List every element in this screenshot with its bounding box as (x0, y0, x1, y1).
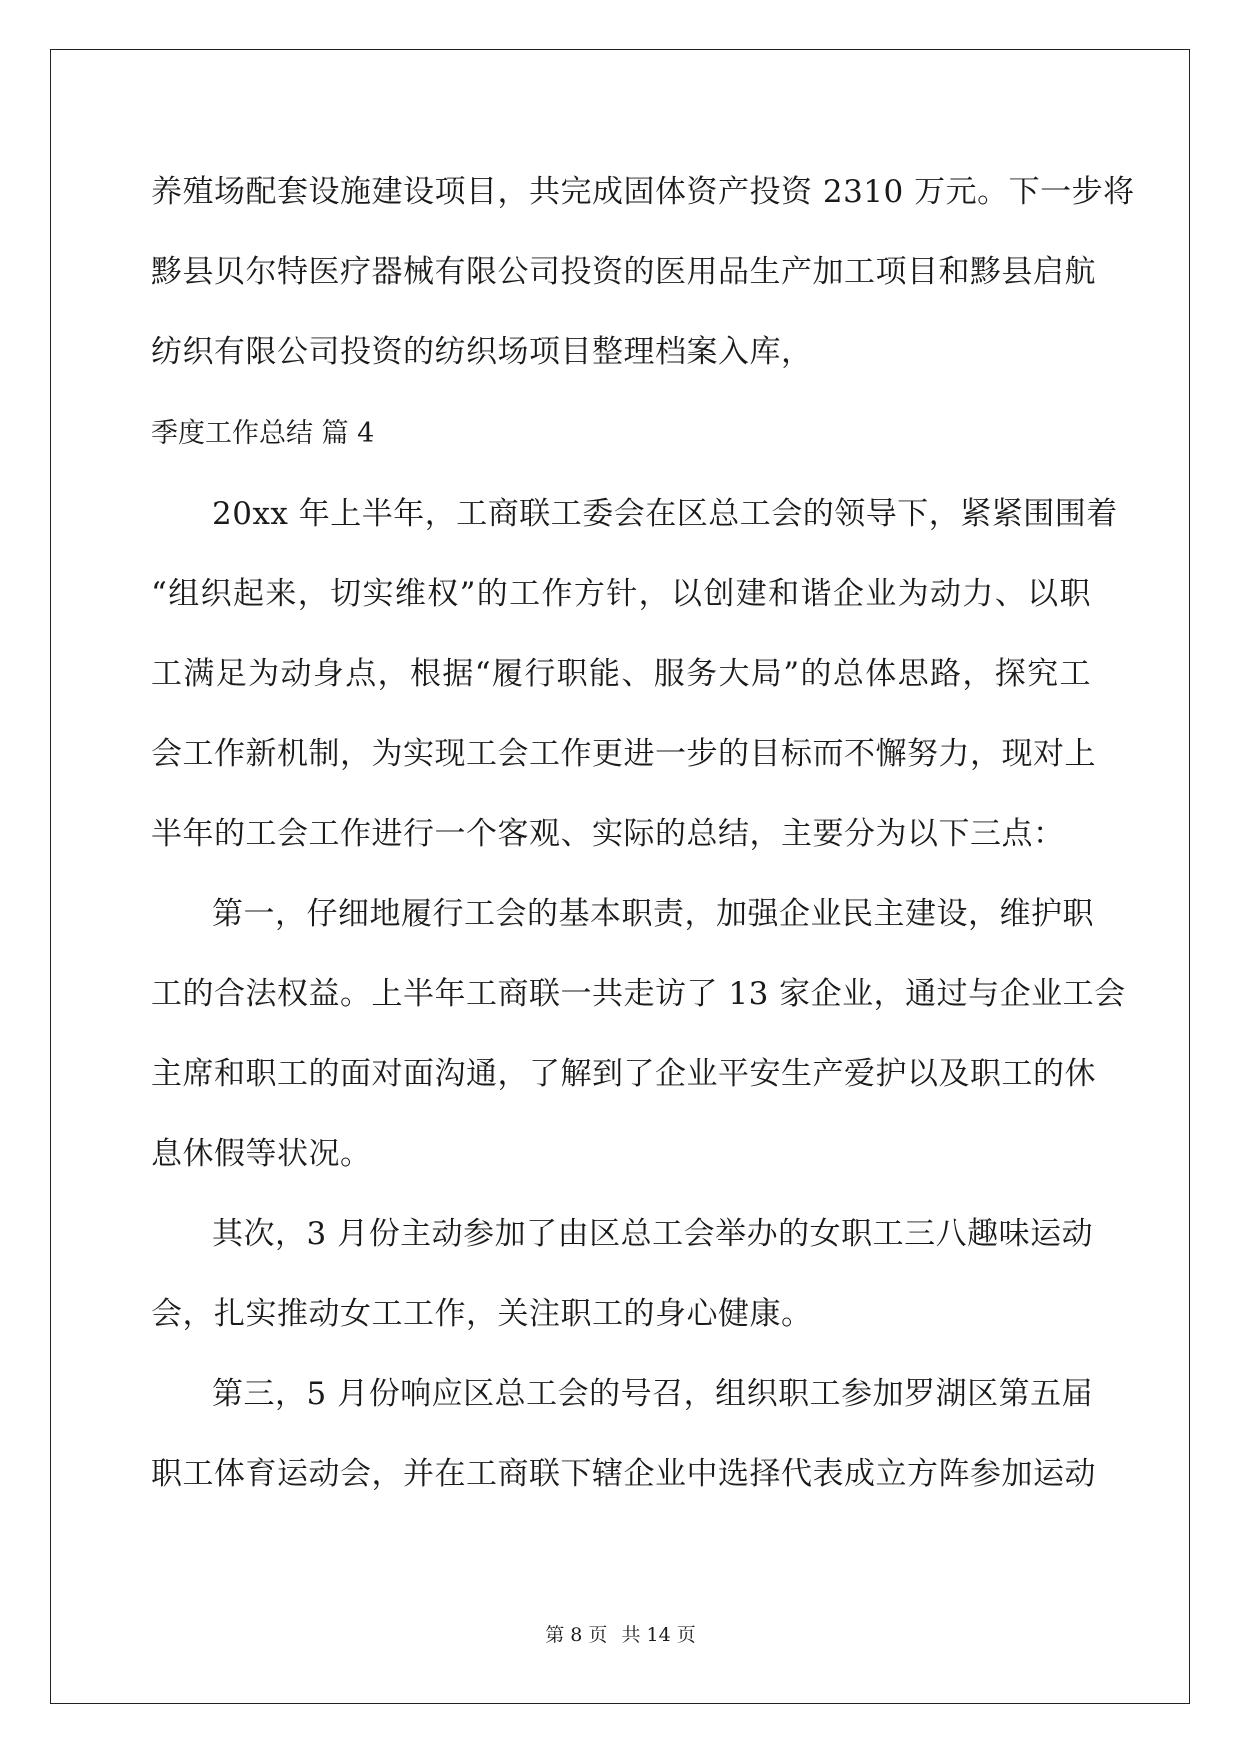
text-line: 工满足为动身点，根据“履行职能、服务大局”的总体思路，探究工 (151, 656, 1091, 692)
text-line: 会，扎实推动女工工作，关注职工的身心健康。 (151, 1296, 813, 1332)
section-heading: 季度工作总结 篇 4 (151, 418, 375, 449)
text-line: 主席和职工的面对面沟通，了解到了企业平安生产爱护以及职工的休 (151, 1056, 1096, 1092)
text-line: 职工体育运动会，并在工商联下辖企业中选择代表成立方阵参加运动 (151, 1456, 1096, 1492)
text-line: 息休假等状况。 (151, 1136, 372, 1172)
page-footer (0, 1622, 1241, 1648)
text-line: 黟县贝尔特医疗器械有限公司投资的医用品生产加工项目和黟县启航 (151, 254, 1096, 290)
text-line: 会工作新机制，为实现工会工作更进一步的目标而不懈努力，现对上 (151, 736, 1096, 772)
text-line: 其次，3 月份主动参加了由区总工会举办的女职工三八趣味运动 (212, 1216, 1094, 1252)
text-line: 工的合法权益。上半年工商联一共走访了 13 家企业，通过与企业工会 (151, 976, 1126, 1012)
page-number: 第 8 页 (545, 1624, 608, 1646)
text-line: 第一，仔细地履行工会的基本职责，加强企业民主建设，维护职 (212, 896, 1094, 932)
text-line: 第三，5 月份响应区总工会的号召，组织职工参加罗湖区第五届 (212, 1376, 1094, 1412)
page-total: 共 14 页 (621, 1624, 696, 1646)
text-line: 纺织有限公司投资的纺织场项目整理档案入库， (151, 334, 813, 370)
text-line: 半年的工会工作进行一个客观、实际的总结，主要分为以下三点： (151, 816, 1065, 852)
text-line: 养殖场配套设施建设项目，共完成固体资产投资 2310 万元。下一步将 (151, 174, 1135, 210)
text-line: “组织起来，切实维权”的工作方针，以创建和谐企业为动力、以职 (151, 576, 1091, 612)
text-line: 20xx 年上半年，工商联工委会在区总工会的领导下，紧紧围围着 (212, 496, 1118, 532)
